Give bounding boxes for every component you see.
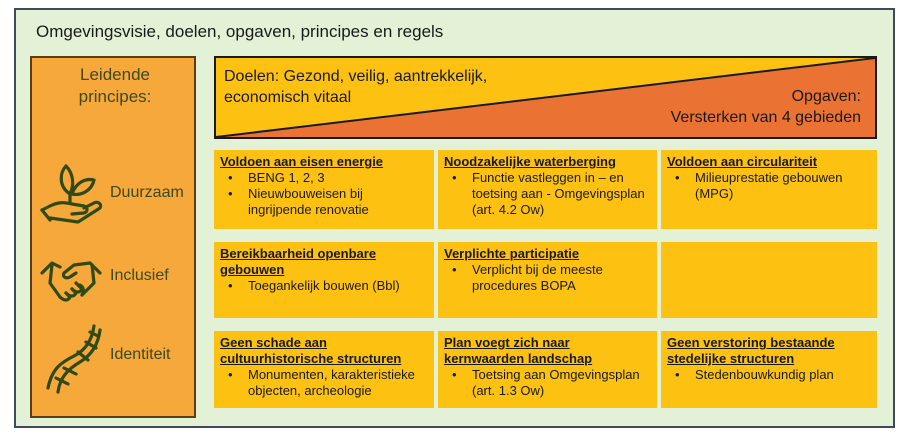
rule-bullet-line: (MPG) [695,186,734,201]
rule-cell [438,331,657,408]
rule-title-line: kernwaarden landschap [444,351,593,366]
rule-bullet-line: • Verplicht bij de meeste [472,262,603,277]
rule-bullet-line: • Milieuprestatie gebouwen [695,170,843,185]
rule-cell [661,331,877,408]
principle-label: Identiteit [110,346,171,363]
rule-title-line: Geen schade aan [220,335,327,350]
rule-cell [438,150,657,229]
rule-bullets [667,367,871,383]
principle-label: Inclusief [110,267,169,284]
rule-title-line: Geen verstoring bestaande [667,335,835,350]
rule-bullet-line: (art. 1.3 Ow) [472,383,545,398]
rule-bullet [450,262,651,294]
principles-title-line: principes: [78,87,152,106]
rule-bullets [220,278,428,294]
principles-panel [30,56,196,418]
rule-title-line: Voldoen aan circulariteit [667,154,818,169]
rule-title [444,246,651,262]
rule-cell [661,150,877,229]
tasks-text [671,86,861,128]
rule-title-line: Bereikbaarheid openbare [220,246,377,261]
rule-cell [661,242,877,318]
principle-identiteit [38,322,194,394]
rule-bullet-line: ingrijpende renovatie [248,202,369,217]
rule-cell [438,242,657,318]
goals-text [224,66,487,108]
rule-title [444,154,651,170]
rule-bullet [673,170,871,202]
principle-inclusief [38,243,194,315]
principle-label: Duurzaam [110,184,184,201]
rule-title-line: stedelijke structuren [667,351,795,366]
rule-bullet [226,186,428,218]
rule-bullet-line: • Toetsing aan Omgevingsplan [472,367,640,382]
rule-bullet [226,278,428,294]
rule-bullet [450,367,651,399]
rule-bullet-line: • BENG 1, 2, 3 [248,170,325,185]
handshake-icon [38,243,104,315]
tasks-line: Opgaven: [791,88,861,105]
rule-bullets [667,170,871,202]
rule-bullet-line: • Stedenbouwkundig plan [695,367,834,382]
rule-bullets [444,262,651,294]
goals-line: Doelen: Gezond, veilig, aantrekkelijk, [224,68,488,85]
goals-tasks-banner [214,56,877,139]
rule-bullet [226,367,428,399]
rule-bullet-line: (art. 4.2 Ow) [472,202,545,217]
diagram-title: Omgevingsvisie, doelen, opgaven, principes en regels [36,22,444,41]
rule-title-line: cultuurhistorische structuren [220,351,402,366]
rule-title-line: gebouwen [220,262,285,277]
rule-bullet-line: toetsing aan - Omgevingsplan [472,186,645,201]
rule-bullets [444,170,651,218]
hand-plant-icon [38,158,104,230]
tasks-line: Versterken van 4 gebieden [670,109,861,126]
principles-title-line: Leidende [80,65,150,84]
dna-icon [38,322,104,394]
rule-title-line: Plan voegt zich naar [444,335,570,350]
rule-title-line: Voldoen aan eisen energie [220,154,384,169]
rule-bullets [444,367,651,399]
rule-bullet-line: objecten, archeologie [248,383,372,398]
rule-bullet [673,367,871,383]
rule-bullets [220,367,428,399]
rule-title [667,154,871,170]
rule-bullet-line: • Functie vastleggen in – en [472,170,624,185]
rule-bullet-line: procedures BOPA [472,278,576,293]
principle-duurzaam [38,158,194,230]
rule-title [220,154,428,170]
rule-bullet-line: • Toegankelijk bouwen (Bbl) [248,278,400,293]
rule-cell [214,150,434,229]
principles-title [32,64,198,108]
goals-line: economisch vitaal [224,89,352,106]
rule-title [220,335,428,367]
rule-title [220,246,428,278]
rule-title-line: Noodzakelijke waterberging [444,154,616,169]
rule-bullet-line: • Monumenten, karakteristieke [248,367,415,382]
rule-cell [214,242,434,318]
rule-cell [214,331,434,408]
rule-title-line: Verplichte participatie [444,246,580,261]
rule-bullet [450,170,651,218]
rule-bullets [220,170,428,218]
rule-title [667,335,871,367]
rule-bullet-line: • Nieuwbouweisen bij [248,186,363,201]
rule-title [444,335,651,367]
rule-bullet [226,170,428,186]
